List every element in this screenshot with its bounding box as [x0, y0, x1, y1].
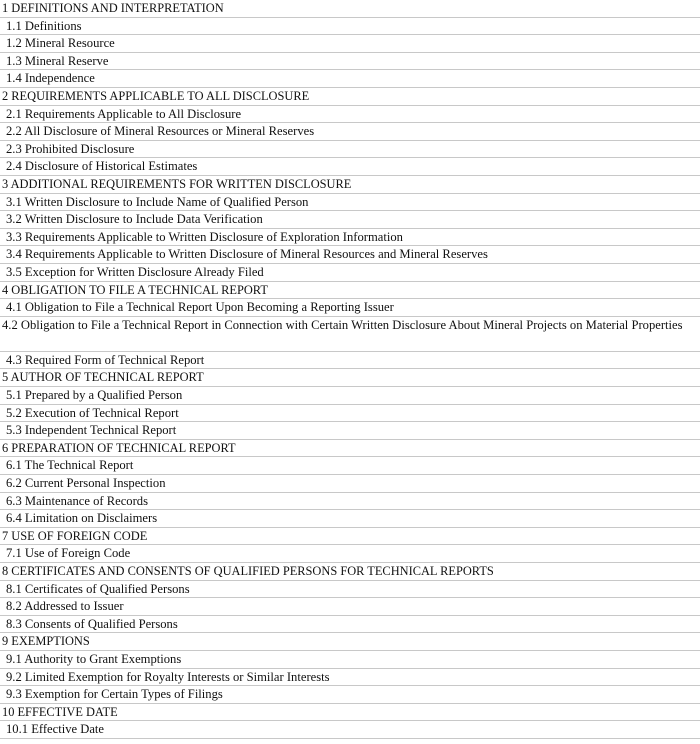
toc-item-3-2[interactable]: 3.2 Written Disclosure to Include Data Verification [0, 211, 700, 229]
toc-item-1-1[interactable]: 1.1 Definitions [0, 18, 700, 36]
toc-section-5[interactable]: 5 AUTHOR OF TECHNICAL REPORT [0, 369, 700, 387]
toc-section-7[interactable]: 7 USE OF FOREIGN CODE [0, 528, 700, 546]
toc-item-8-1[interactable]: 8.1 Certificates of Qualified Persons [0, 581, 700, 599]
toc-item-5-3[interactable]: 5.3 Independent Technical Report [0, 422, 700, 440]
toc-item-1-2[interactable]: 1.2 Mineral Resource [0, 35, 700, 53]
toc-item-1-4[interactable]: 1.4 Independence [0, 70, 700, 88]
toc-item-8-3[interactable]: 8.3 Consents of Qualified Persons [0, 616, 700, 634]
toc-section-10[interactable]: 10 EFFECTIVE DATE [0, 704, 700, 722]
toc-item-9-3[interactable]: 9.3 Exemption for Certain Types of Filings [0, 686, 700, 704]
toc-item-2-2[interactable]: 2.2 All Disclosure of Mineral Resources or Mineral Reserves [0, 123, 700, 141]
toc-item-7-1[interactable]: 7.1 Use of Foreign Code [0, 545, 700, 563]
toc-item-6-2[interactable]: 6.2 Current Personal Inspection [0, 475, 700, 493]
toc-item-3-5[interactable]: 3.5 Exception for Written Disclosure Already Filed [0, 264, 700, 282]
toc-item-1-3[interactable]: 1.3 Mineral Reserve [0, 53, 700, 71]
toc-item-5-1[interactable]: 5.1 Prepared by a Qualified Person [0, 387, 700, 405]
toc-item-10-1[interactable]: 10.1 Effective Date [0, 721, 700, 739]
toc-item-3-3[interactable]: 3.3 Requirements Applicable to Written Disclosure of Exploration Information [0, 229, 700, 247]
toc-item-4-1[interactable]: 4.1 Obligation to File a Technical Report Upon Becoming a Reporting Issuer [0, 299, 700, 317]
toc-section-4[interactable]: 4 OBLIGATION TO FILE A TECHNICAL REPORT [0, 282, 700, 300]
toc-section-1[interactable]: 1 DEFINITIONS AND INTERPRETATION [0, 0, 700, 18]
toc-item-8-2[interactable]: 8.2 Addressed to Issuer [0, 598, 700, 616]
toc-section-3[interactable]: 3 ADDITIONAL REQUIREMENTS FOR WRITTEN DISCLOSURE [0, 176, 700, 194]
toc-item-9-1[interactable]: 9.1 Authority to Grant Exemptions [0, 651, 700, 669]
toc-item-6-4[interactable]: 6.4 Limitation on Disclaimers [0, 510, 700, 528]
toc-section-6[interactable]: 6 PREPARATION OF TECHNICAL REPORT [0, 440, 700, 458]
toc-item-3-1[interactable]: 3.1 Written Disclosure to Include Name of Qualified Person [0, 194, 700, 212]
toc-item-9-2[interactable]: 9.2 Limited Exemption for Royalty Interests or Similar Interests [0, 669, 700, 687]
toc-section-2[interactable]: 2 REQUIREMENTS APPLICABLE TO ALL DISCLOSURE [0, 88, 700, 106]
toc-item-2-3[interactable]: 2.3 Prohibited Disclosure [0, 141, 700, 159]
toc-item-2-4[interactable]: 2.4 Disclosure of Historical Estimates [0, 158, 700, 176]
toc-item-3-4[interactable]: 3.4 Requirements Applicable to Written Disclosure of Mineral Resources and Mineral Reserves [0, 246, 700, 264]
toc-item-6-3[interactable]: 6.3 Maintenance of Records [0, 493, 700, 511]
toc-item-5-2[interactable]: 5.2 Execution of Technical Report [0, 405, 700, 423]
toc-section-9[interactable]: 9 EXEMPTIONS [0, 633, 700, 651]
toc-item-4-2[interactable]: 4.2 Obligation to File a Technical Report in Connection with Certain Written Disclosure About Mineral Projects on Material Properties [0, 317, 700, 352]
toc-section-8[interactable]: 8 CERTIFICATES AND CONSENTS OF QUALIFIED PERSONS FOR TECHNICAL REPORTS [0, 563, 700, 581]
toc-item-2-1[interactable]: 2.1 Requirements Applicable to All Disclosure [0, 106, 700, 124]
toc-item-6-1[interactable]: 6.1 The Technical Report [0, 457, 700, 475]
toc-item-4-3[interactable]: 4.3 Required Form of Technical Report [0, 352, 700, 370]
